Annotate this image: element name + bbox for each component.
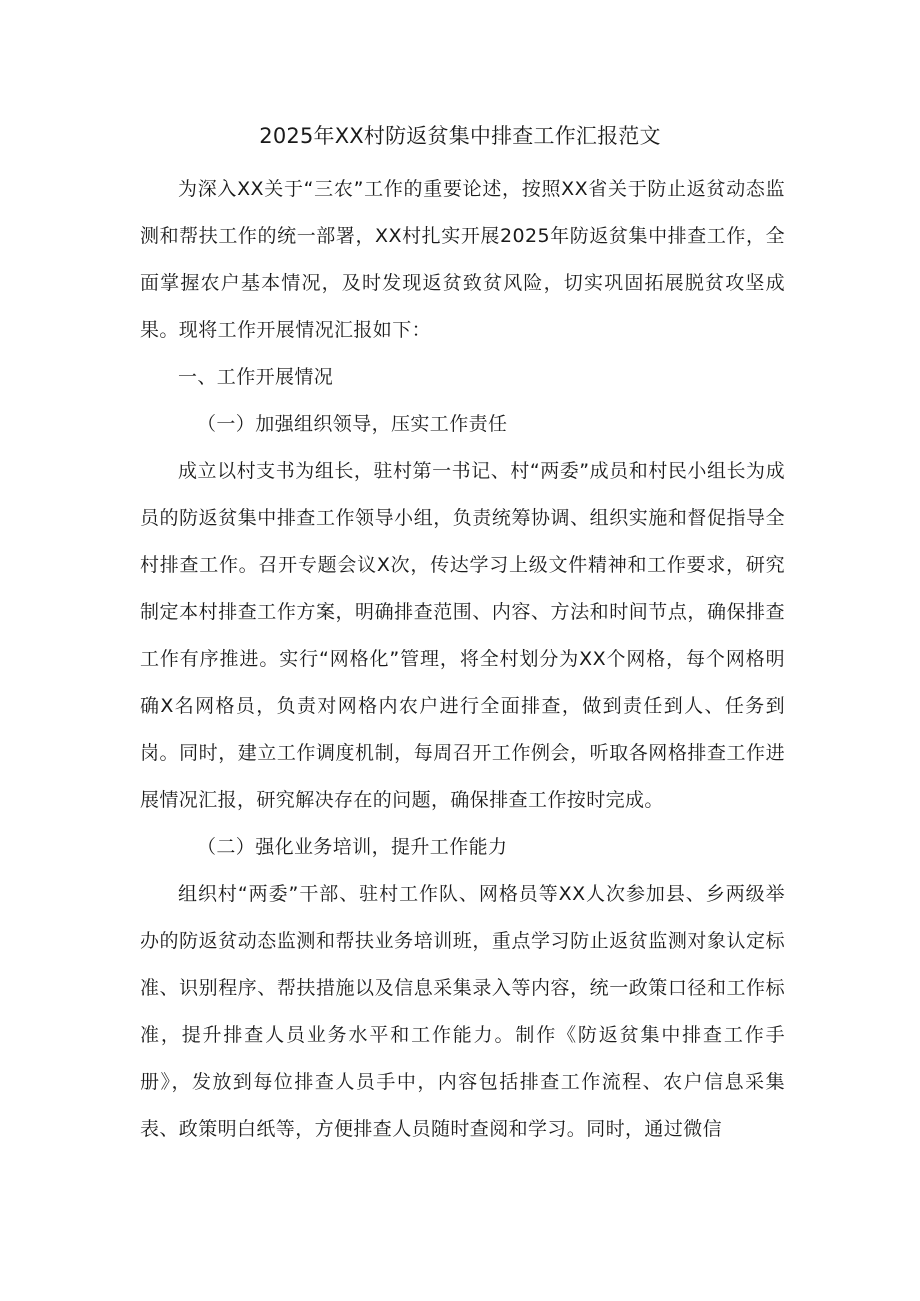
document-title: 2025年XX村防返贫集中排查工作汇报范文 (259, 124, 661, 148)
subsection-heading-1: （一）加强组织领导，压实工作责任 (197, 413, 508, 435)
document-body (140, 166, 785, 1153)
subsection-2-paragraph: 组织村“两委”干部、驻村工作队、网格员等XX人次参加县、乡两级举办的防返贫动态监测和帮扶业务培训班，重点学习防止返贫监测对象认定标准、识别程序、帮扶措施以及信息采集录入等内容，统一政策口径和工作标准，提升排查人员业务水平和工作能力。制作《防返贫集中排查工作手册》，发放到每位排查人员手中，内容包括排查工作流程、农户信息采集表、政策明白纸等，方便排查人员随时查阅和学习。同时，通过微信 (140, 883, 785, 1140)
subsection-1-paragraph: 成立以村支书为组长，驻村第一书记、村“两委”成员和村民小组长为成员的防返贫集中排查工作领导小组，负责统筹协调、组织实施和督促指导全村排查工作。召开专题会议X次，传达学习上级文件精神和工作要求，研究制定本村排查工作方案，明确排查范围、内容、方法和时间节点，确保排查工作有序推进。实行“网格化”管理，将全村划分为XX个网格，每个网格明确X名网格员，负责对网格内农户进行全面排查，做到责任到人、任务到岗。同时，建立工作调度机制，每周召开工作例会，听取各网格排查工作进展情况汇报，研究解决存在的问题，确保排查工作按时完成。 (140, 460, 785, 811)
subsection-heading-2: （二）强化业务培训，提升工作能力 (197, 836, 508, 858)
section-heading-1: 一、工作开展情况 (178, 366, 334, 388)
intro-paragraph: 为深入XX关于“三农”工作的重要论述，按照XX省关于防止返贫动态监测和帮扶工作的统一部署，XX村扎实开展2025年防返贫集中排查工作，全面掌握农户基本情况，及时发现返贫致贫风险，切实巩固拓展脱贫攻坚成果。现将工作开展情况汇报如下： (140, 178, 785, 341)
